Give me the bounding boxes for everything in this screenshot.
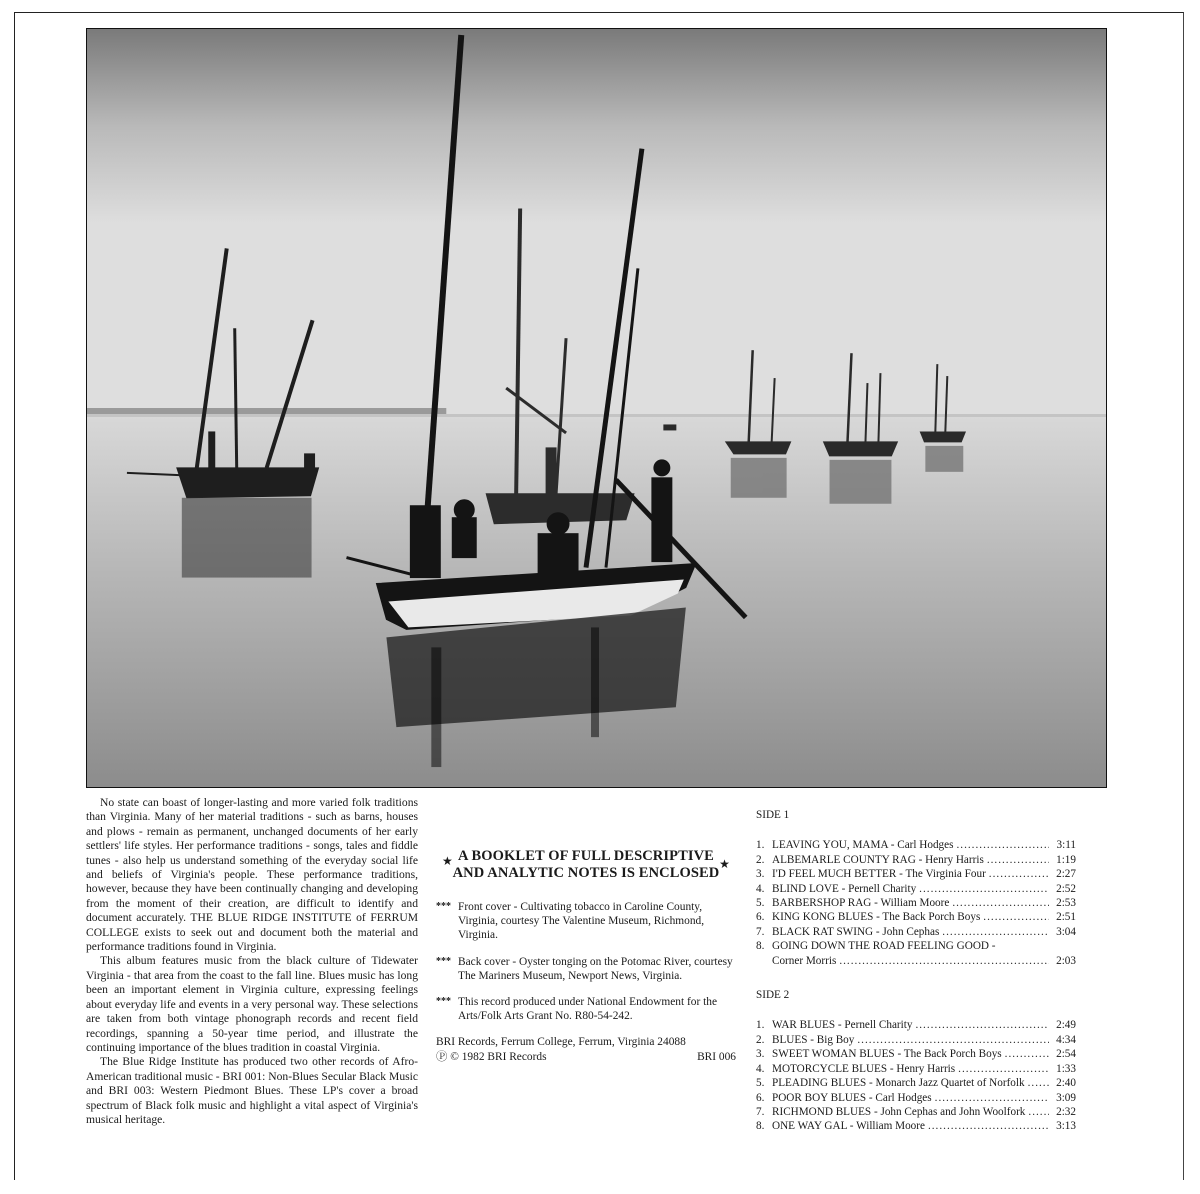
track-row — [756, 910, 1076, 924]
track-time: 1:33 — [1056, 1062, 1076, 1075]
track-number: 1. — [756, 1019, 765, 1032]
track-title: POOR BOY BLUES - Carl Hodges — [772, 1091, 932, 1104]
note-text: Back cover - Oyster tonging on the Potomac River, courtesy The Mariners Museum, Newport News, Virginia. — [458, 955, 733, 982]
label-credit — [436, 1035, 736, 1063]
note-text: Front cover - Cultivating tobacco in Caroline County, Virginia, courtesy The Valentine Museum, Richmond, Virginia. — [458, 901, 705, 942]
track-number: 2. — [756, 853, 765, 866]
track-row — [756, 896, 1076, 910]
track-row — [756, 838, 1076, 852]
track-row — [756, 1105, 1076, 1119]
intro-paragraph: The Blue Ridge Institute has produced two other records of Afro-American traditional music - BRI 001: Non-Blues Secular Black Music and BRI 003: Western Piedmont Blues. These LP's cover a broad spectrum of Black folk music and highlight a vital aspect of Virginia's musical heritage. — [86, 1055, 418, 1126]
track-row — [756, 925, 1076, 939]
track-title: RICHMOND BLUES - John Cephas and John Woolfork — [772, 1105, 1026, 1118]
track-row-continuation — [756, 954, 1076, 968]
track-time: 3:09 — [1056, 1091, 1076, 1104]
track-number: 8. — [756, 1120, 765, 1133]
track-title: BLUES - Big Boy — [772, 1033, 855, 1046]
side-1-label: SIDE 1 — [756, 809, 790, 821]
track-row — [756, 1076, 1076, 1090]
notes-column — [436, 848, 736, 1064]
track-title: ONE WAY GAL - William Moore — [772, 1120, 925, 1133]
track-time: 2:40 — [1056, 1077, 1076, 1090]
leader-dots — [935, 1091, 1049, 1105]
track-title: ALBEMARLE COUNTY RAG - Henry Harris — [772, 853, 984, 866]
publisher-address: BRI Records, Ferrum College, Ferrum, Virginia 24088 — [436, 1036, 686, 1049]
side-2-tracklist — [756, 1018, 1076, 1133]
track-time: 2:54 — [1056, 1048, 1076, 1061]
leader-dots — [915, 1018, 1049, 1032]
leader-dots — [839, 954, 1049, 968]
note-text: This record produced under National Endowment for the Arts/Folk Arts Grant No. R80-54-242. — [458, 996, 718, 1023]
front-cover-note — [436, 900, 736, 943]
side-1-tracklist — [756, 838, 1076, 968]
intro-paragraph: No state can boast of longer-lasting and more varied folk traditions than Virginia. Many of her material traditions - such as barns, houses and plows - remain as permanent, unchanged documents of her early settlers' life styles. Her performance traditions - songs, tales and fiddle tunes - also help us understand something of the everyday social life and beliefs of Virginia's people. These performance traditions, however, because they have been continually changing and developing from the moment of their creation, are difficult to identify and document accurately. THE BLUE RIDGE INSTITUTE of FERRUM COLLEGE exists to seek out and document both the material and performance traditions found in Virginia. — [86, 796, 418, 954]
booklet-line-2: AND ANALYTIC NOTES IS ENCLOSED — [452, 865, 720, 881]
track-number: 8. — [756, 940, 765, 953]
grant-note — [436, 995, 736, 1023]
boats-photo-illustration — [87, 29, 1106, 787]
track-number: 6. — [756, 911, 765, 924]
track-artist: Corner Morris — [772, 954, 837, 967]
leader-dots — [952, 896, 1049, 910]
oyster-tonging-photo — [86, 28, 1107, 788]
leader-dots — [1028, 1076, 1049, 1090]
track-number: 4. — [756, 1062, 765, 1075]
track-time: 2:49 — [1056, 1019, 1076, 1032]
track-row — [756, 1033, 1076, 1047]
track-row — [756, 939, 1076, 953]
track-number: 3. — [756, 868, 765, 881]
leader-dots — [987, 853, 1049, 867]
note-marker: *** — [436, 955, 451, 967]
track-title: KING KONG BLUES - The Back Porch Boys — [772, 911, 981, 924]
leader-dots — [958, 1062, 1049, 1076]
track-time: 2:51 — [1056, 911, 1076, 924]
track-number: 5. — [756, 897, 765, 910]
leader-dots — [942, 925, 1049, 939]
track-row — [756, 867, 1076, 881]
track-time: 2:52 — [1056, 882, 1076, 895]
track-title: BLIND LOVE - Pernell Charity — [772, 882, 917, 895]
leader-dots — [1028, 1105, 1049, 1119]
track-time: 2:27 — [1056, 868, 1076, 881]
track-title: BLACK RAT SWING - John Cephas — [772, 925, 940, 938]
track-row — [756, 1119, 1076, 1133]
track-number: 3. — [756, 1048, 765, 1061]
track-title: PLEADING BLUES - Monarch Jazz Quartet of Norfolk — [772, 1077, 1025, 1090]
track-row — [756, 1091, 1076, 1105]
track-number: 6. — [756, 1091, 765, 1104]
track-row — [756, 1062, 1076, 1076]
track-title: SWEET WOMAN BLUES - The Back Porch Boys — [772, 1048, 1002, 1061]
copyright-line: Ⓟ © 1982 BRI Records — [436, 1050, 547, 1063]
side-2-label: SIDE 2 — [756, 989, 790, 1002]
leader-dots — [857, 1033, 1049, 1047]
leader-dots — [956, 838, 1049, 852]
track-title: LEAVING YOU, MAMA - Carl Hodges — [772, 839, 954, 852]
track-title: GOING DOWN THE ROAD FEELING GOOD - — [772, 940, 996, 953]
booklet-heading — [436, 848, 736, 882]
intro-paragraph: This album features music from the black culture of Tidewater Virginia - that area from the coast to the fall line. Blues music has long been an important element in Virginia culture, expressing feelings about everyday life and events in a very personal way. These selections are taken from both vintage phonograph records and recent field recordings, spanning a 50-year time period, and illustrate the continuing importance of the blues tradition in coastal Virginia. — [86, 954, 418, 1054]
track-row — [756, 1018, 1076, 1032]
track-time: 2:53 — [1056, 897, 1076, 910]
track-title: WAR BLUES - Pernell Charity — [772, 1019, 913, 1032]
track-number: 7. — [756, 1105, 765, 1118]
track-time: 3:11 — [1056, 839, 1076, 852]
track-number: 4. — [756, 882, 765, 895]
leader-dots — [983, 910, 1049, 924]
leader-dots — [1005, 1047, 1049, 1061]
leader-dots — [989, 867, 1049, 881]
track-title: MOTORCYCLE BLUES - Henry Harris — [772, 1062, 956, 1075]
intro-text-column — [86, 796, 418, 1127]
note-marker: *** — [436, 901, 451, 912]
booklet-line-1: A BOOKLET OF FULL DESCRIPTIVE — [458, 848, 714, 864]
track-row — [756, 1047, 1076, 1061]
track-time: 3:04 — [1056, 925, 1076, 938]
track-time: 1:19 — [1056, 853, 1076, 866]
track-row — [756, 882, 1076, 896]
track-title: I'D FEEL MUCH BETTER - The Virginia Four — [772, 868, 986, 881]
track-time: 2:03 — [1056, 954, 1076, 967]
track-row — [756, 853, 1076, 867]
track-number: 7. — [756, 925, 765, 938]
leader-dots — [928, 1119, 1049, 1133]
track-number: 5. — [756, 1077, 765, 1090]
star-icon: ★ — [442, 854, 453, 868]
star-icon: ★ — [719, 857, 730, 871]
track-time: 4:34 — [1056, 1033, 1076, 1046]
track-time: 2:32 — [1056, 1105, 1076, 1118]
note-marker: *** — [436, 996, 451, 1008]
tracklist-column — [756, 808, 1076, 1154]
back-cover-note — [436, 955, 736, 983]
track-title: BARBERSHOP RAG - William Moore — [772, 897, 950, 910]
track-number: 1. — [756, 839, 765, 852]
leader-dots — [919, 882, 1049, 896]
track-time: 3:13 — [1056, 1120, 1076, 1133]
track-number: 2. — [756, 1033, 765, 1046]
catalog-number: BRI 006 — [697, 1050, 736, 1063]
